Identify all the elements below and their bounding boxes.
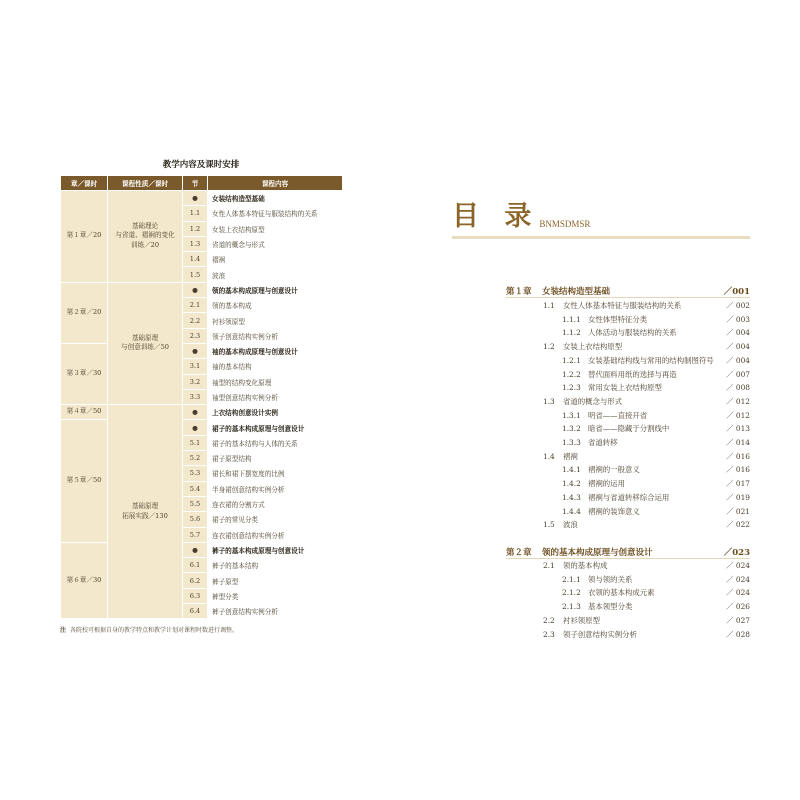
- section-cell: 6.3: [183, 588, 208, 603]
- toc-chapter-page: ／001: [723, 287, 750, 297]
- toc-entry-number: 1.3.2: [562, 424, 581, 434]
- toc-entry-number: 2.1.3: [562, 602, 581, 612]
- toc-entry-number: 1.5: [543, 520, 555, 530]
- toc-entry-title: 人体活动与服装结构的关系: [588, 328, 677, 338]
- toc-entry-page: ／ 014: [726, 438, 750, 447]
- section-cell: 5.2: [183, 451, 208, 466]
- toc-title: 目 录: [452, 201, 540, 232]
- toc-entry-title: 女性人体基本特征与服装结构的关系: [563, 301, 682, 310]
- schedule-header-row: [61, 176, 343, 191]
- content-cell: 褶裥: [208, 252, 343, 267]
- toc-entry-title: 领的基本构成: [563, 561, 608, 570]
- toc-subsection-row[interactable]: [562, 574, 750, 585]
- toc-chapter-row[interactable]: [506, 285, 750, 297]
- toc-entry-page: ／ 007: [726, 369, 750, 379]
- toc-entry-page: ／ 002: [726, 301, 750, 310]
- toc-chapter-page: ／023: [723, 548, 750, 558]
- toc-entry-title: 波浪: [563, 520, 578, 530]
- toc-section-row[interactable]: [543, 560, 750, 571]
- toc-section-row[interactable]: [543, 396, 750, 407]
- content-cell: 裤型分类: [208, 588, 343, 603]
- toc-entry-number: 1.4: [543, 451, 555, 461]
- toc-entry-number: 1.4.4: [562, 506, 581, 516]
- toc-entry-title: 明省——直接开省: [588, 410, 648, 420]
- toc-section: [452, 200, 752, 639]
- toc-entry-number: 1.2: [543, 342, 555, 352]
- toc-entry-page: ／ 017: [726, 479, 750, 489]
- content-cell: 裙子的常见分类: [208, 512, 343, 527]
- content-cell: 衬衫领原型: [208, 313, 343, 328]
- property-line: 与省道、褶裥的变化: [115, 231, 175, 240]
- toc-entry-title: 褶裥: [563, 451, 578, 461]
- toc-entry-title: 女装上衣结构原型: [563, 342, 623, 352]
- toc-entry-page: ／ 024: [726, 574, 750, 584]
- toc-entry-page: ／ 026: [726, 602, 750, 612]
- section-cell: 3.1: [183, 359, 208, 374]
- toc-section-row[interactable]: [543, 300, 750, 311]
- property-cell: [108, 282, 183, 404]
- toc-subsection-row[interactable]: [562, 478, 750, 489]
- content-cell: 袖型创意结构实例分析: [208, 389, 343, 404]
- section-cell: 3.3: [183, 389, 208, 404]
- section-cell: 6.1: [183, 558, 208, 573]
- toc-entry-page: ／ 016: [726, 451, 750, 461]
- toc-entry-title: 褶裥的运用: [588, 479, 625, 489]
- chapter-cell: 第４章／50: [61, 405, 108, 420]
- toc-entry-page: ／ 008: [726, 383, 750, 393]
- chapter-cell: 第３章／30: [61, 343, 108, 404]
- content-cell: 女装结构造型基础: [208, 191, 343, 206]
- header-section: 节: [183, 176, 208, 191]
- toc-entry-number: 1.1.2: [562, 328, 581, 338]
- chapter-cell: 第５章／50: [61, 420, 108, 542]
- toc-chapter-number: 第２章: [506, 548, 532, 558]
- header-property: 课程性质／课时: [108, 176, 183, 191]
- section-cell: 1.3: [183, 236, 208, 251]
- toc-chapter-number: 第１章: [506, 287, 532, 297]
- content-cell: 裤子的基本结构: [208, 558, 343, 573]
- section-cell: ●: [183, 420, 208, 435]
- section-cell: 1.2: [183, 221, 208, 236]
- content-cell: 女性人体基本特征与服装结构的关系: [208, 206, 343, 221]
- content-cell: 连衣裙创意结构实例分析: [208, 527, 343, 542]
- schedule-caption: 教学内容及课时安排: [162, 160, 240, 170]
- note-text: 各院校可根据自身的教学特点和教学计划对课程时数进行调整。: [70, 627, 239, 635]
- toc-entry-page: ／ 019: [726, 492, 750, 502]
- toc-entry-number: 1.2.2: [562, 369, 581, 379]
- schedule-row: [61, 191, 343, 206]
- schedule-table: [60, 175, 343, 619]
- toc-entry-number: 1.4.1: [562, 465, 581, 475]
- toc-subsection-row[interactable]: [562, 506, 750, 517]
- property-line: 与创意训练／50: [121, 343, 169, 352]
- section-cell: 1.5: [183, 267, 208, 282]
- content-cell: 裙子原型结构: [208, 451, 343, 466]
- content-cell: 领的基本构成原理与创意设计: [208, 282, 343, 297]
- toc-entry-title: 女装基础结构线与常用的结构制图符号: [588, 355, 714, 365]
- toc-subsection-row[interactable]: [562, 410, 750, 421]
- section-cell: 6.4: [183, 604, 208, 619]
- section-cell: 5.6: [183, 512, 208, 527]
- section-cell: 2.1: [183, 298, 208, 313]
- toc-entry-number: 1.3.1: [562, 410, 581, 420]
- toc-subsection-row[interactable]: [562, 382, 750, 393]
- content-cell: 连衣裙的分割方式: [208, 496, 343, 511]
- content-cell: 袖的基本结构: [208, 359, 343, 374]
- content-cell: 省道的概念与形式: [208, 236, 343, 251]
- toc-entry-title: 褶裥与省道转移综合运用: [588, 492, 670, 502]
- toc-subsection-row[interactable]: [562, 464, 750, 475]
- toc-entry-title: 基本领型分类: [588, 602, 633, 612]
- section-cell: 5.7: [183, 527, 208, 542]
- content-cell: 波浪: [208, 267, 343, 282]
- toc-subsection-row[interactable]: [562, 437, 750, 448]
- section-cell: ●: [183, 542, 208, 557]
- property-line: 训练／20: [130, 241, 160, 250]
- schedule-row: [61, 542, 343, 557]
- toc-subsection-row[interactable]: [562, 492, 750, 503]
- toc-entry-number: 1.4.2: [562, 479, 581, 489]
- content-cell: 袖型的结构变化原理: [208, 374, 343, 389]
- property-line: 基础理论: [131, 221, 159, 230]
- content-cell: 裤子创意结构实例分析: [208, 604, 343, 619]
- toc-entry-page: ／ 027: [726, 615, 750, 625]
- header-chapter: 章／课时: [61, 176, 108, 191]
- section-cell: 5.4: [183, 481, 208, 496]
- section-cell: ●: [183, 282, 208, 297]
- schedule-section: [60, 155, 342, 634]
- toc-section-row[interactable]: [543, 629, 750, 640]
- toc-entry-number: 2.1: [543, 561, 555, 570]
- toc-entry-page: ／ 013: [726, 424, 750, 434]
- toc-entry-number: 2.3: [543, 629, 555, 639]
- schedule-body: [61, 191, 343, 619]
- toc-entry-page: ／ 004: [726, 342, 750, 352]
- toc-subsection-row[interactable]: [562, 423, 750, 434]
- section-cell: 1.1: [183, 206, 208, 221]
- chapter-cell: 第１章／20: [61, 191, 108, 283]
- property-cell: [108, 191, 183, 283]
- toc-entry-page: ／ 016: [726, 465, 750, 475]
- content-cell: 上衣结构创意设计实例: [208, 405, 343, 420]
- toc-entry-number: 1.1.1: [562, 314, 581, 324]
- toc-chapter-title: 领的基本构成原理与创意设计: [542, 548, 653, 558]
- content-cell: 裙长和裙下摆宽度的比例: [208, 466, 343, 481]
- toc-entry-title: 衬衫领原型: [563, 615, 600, 625]
- toc-section-row[interactable]: [543, 519, 750, 530]
- toc-subsection-row[interactable]: [562, 601, 750, 612]
- section-cell: 1.4: [183, 252, 208, 267]
- section-cell: 6.2: [183, 573, 208, 588]
- section-cell: 5.5: [183, 496, 208, 511]
- toc-entry-title: 领子创意结构实例分析: [563, 629, 637, 639]
- content-cell: 女装上衣结构原型: [208, 221, 343, 236]
- toc-entry-title: 替代面料用纸的选择与再造: [588, 369, 677, 379]
- toc-entry-number: 2.1.2: [562, 588, 581, 598]
- toc-entry-number: 1.2.3: [562, 383, 581, 393]
- toc-entry-page: ／ 004: [726, 328, 750, 338]
- content-cell: 袖的基本构成原理与创意设计: [208, 343, 343, 358]
- schedule-note: [60, 625, 342, 634]
- toc-entry-page: ／ 021: [726, 506, 750, 516]
- toc-subtitle: BNMSDMSR: [539, 219, 591, 229]
- schedule-row: [61, 343, 343, 358]
- property-line: 拓展实践／130: [122, 511, 168, 520]
- toc-section-row[interactable]: [543, 615, 750, 626]
- toc-entry-page: ／ 012: [726, 396, 750, 406]
- toc-entry-page: ／ 024: [726, 588, 750, 598]
- toc-entry-title: 褶裥的一般意义: [588, 465, 640, 475]
- toc-entry-title: 省道的概念与形式: [563, 396, 623, 406]
- toc-section-row[interactable]: [543, 341, 750, 352]
- toc-entry-number: 2.2: [543, 615, 555, 625]
- content-cell: 裙子的基本构成原理与创意设计: [208, 420, 343, 435]
- section-cell: 5.3: [183, 466, 208, 481]
- content-cell: 裤子原型: [208, 573, 343, 588]
- property-line: 基础原理: [131, 333, 159, 342]
- section-cell: 5.1: [183, 435, 208, 450]
- schedule-row: [61, 420, 343, 435]
- chapter-cell: 第６章／30: [61, 542, 108, 618]
- toc-entry-page: ／ 024: [726, 561, 750, 570]
- toc-subsection-row[interactable]: [562, 314, 750, 325]
- header-content: 课程内容: [208, 176, 343, 191]
- toc-subsection-row[interactable]: [562, 587, 750, 598]
- schedule-row: [61, 282, 343, 297]
- toc-entry-title: 领与领的关系: [588, 574, 633, 584]
- content-cell: 裤子的基本构成原理与创意设计: [208, 542, 343, 557]
- toc-entry-number: 1.4.3: [562, 492, 581, 502]
- content-cell: 领子创意结构实例分析: [208, 328, 343, 343]
- section-cell: 3.2: [183, 374, 208, 389]
- toc-header: [452, 200, 752, 234]
- toc-title-rule: [452, 236, 750, 239]
- toc-entry-title: 常用女装上衣结构原型: [588, 383, 662, 393]
- toc-subsection-row[interactable]: [562, 327, 750, 338]
- content-cell: 领的基本构成: [208, 298, 343, 313]
- content-cell: 裙子的基本结构与人体的关系: [208, 435, 343, 450]
- toc-entry-title: 褶裥的装饰意义: [588, 506, 640, 516]
- toc-entry-page: ／ 003: [726, 314, 750, 324]
- section-cell: ●: [183, 343, 208, 358]
- section-cell: 2.3: [183, 328, 208, 343]
- toc-entry-number: 1.2.1: [562, 355, 581, 365]
- toc-entry-number: 2.1.1: [562, 574, 581, 584]
- toc-entry-page: ／ 004: [726, 355, 750, 365]
- schedule-row: [61, 405, 343, 420]
- toc-entry-page: ／ 028: [726, 629, 750, 639]
- toc-chapter-rule: [506, 297, 750, 298]
- toc-entry-title: 女性体型特征分类: [588, 314, 648, 324]
- toc-entry-title: 暗省——隐藏于分割线中: [588, 424, 670, 434]
- toc-section-row[interactable]: [543, 451, 750, 462]
- chapter-cell: 第２章／20: [61, 282, 108, 343]
- note-label: 注: [60, 627, 67, 635]
- property-line: 基础原理: [131, 501, 159, 510]
- toc-subsection-row[interactable]: [562, 369, 750, 380]
- toc-chapter-row[interactable]: [506, 546, 750, 558]
- section-cell: ●: [183, 191, 208, 206]
- property-cell: [108, 405, 183, 619]
- section-cell: 2.2: [183, 313, 208, 328]
- toc-entry-number: 1.1: [543, 301, 555, 310]
- toc-chapter-rule: [506, 558, 750, 559]
- toc-entry-title: 衣领的基本构成元素: [588, 588, 655, 598]
- toc-entry-number: 1.3.3: [562, 438, 581, 447]
- toc-entry-page: ／ 012: [726, 410, 750, 420]
- toc-entry-page: ／ 022: [726, 520, 750, 530]
- toc-entry-title: 省道转移: [588, 438, 618, 447]
- content-cell: 半身裙创意结构实例分析: [208, 481, 343, 496]
- toc-chapter-title: 女装结构造型基础: [542, 287, 611, 297]
- section-cell: ●: [183, 405, 208, 420]
- toc-subsection-row[interactable]: [562, 355, 750, 366]
- toc-entry-number: 1.3: [543, 396, 555, 406]
